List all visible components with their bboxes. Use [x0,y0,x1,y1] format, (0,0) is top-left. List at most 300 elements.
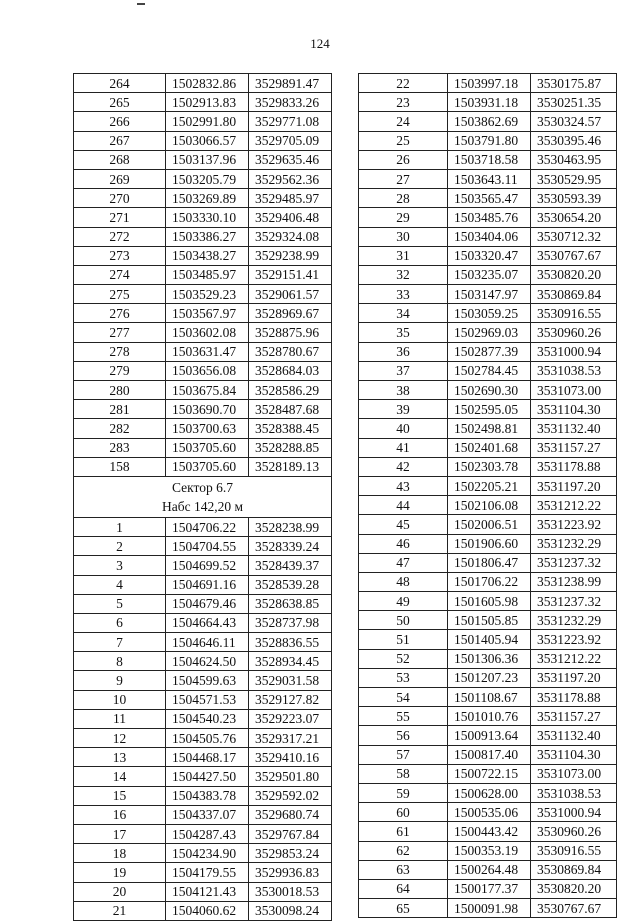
table-row [74,150,332,169]
point-number-cell: 273 [74,246,166,265]
x-coordinate-cell: 1501706.22 [448,572,531,591]
table-row [359,93,617,112]
y-coordinate-cell: 3529680.74 [249,805,332,824]
y-coordinate-cell: 3531223.92 [531,630,617,649]
table-row [359,74,617,93]
point-number-cell: 278 [74,342,166,361]
x-coordinate-cell: 1502969.03 [448,323,531,342]
point-number-cell: 40 [359,419,448,438]
x-coordinate-cell: 1503631.47 [166,342,249,361]
table-row [74,93,332,112]
table-row [359,592,617,611]
table-row [359,879,617,898]
table-row [74,419,332,438]
table-row [359,572,617,591]
y-coordinate-cell: 3528836.55 [249,633,332,652]
section-title: Сектор 6.7 [171,479,233,495]
point-number-cell: 34 [359,304,448,323]
y-coordinate-cell: 3531132.40 [531,419,617,438]
x-coordinate-cell: 1504505.76 [166,729,249,748]
y-coordinate-cell: 3531197.20 [531,476,617,495]
y-coordinate-cell: 3530251.35 [531,93,617,112]
table-row [359,131,617,150]
y-coordinate-cell: 3528934.45 [249,652,332,671]
y-coordinate-cell: 3529485.97 [249,189,332,208]
table-row [74,748,332,767]
y-coordinate-cell: 3529936.83 [249,863,332,882]
x-coordinate-cell: 1504179.55 [166,863,249,882]
table-row [359,246,617,265]
x-coordinate-cell: 1504699.52 [166,556,249,575]
y-coordinate-cell: 3528339.24 [249,537,332,556]
y-coordinate-cell: 3529767.84 [249,824,332,843]
y-coordinate-cell: 3531132.40 [531,726,617,745]
y-coordinate-cell: 3529127.82 [249,690,332,709]
table-row [359,189,617,208]
x-coordinate-cell: 1502498.81 [448,419,531,438]
table-row [74,786,332,805]
table-row [359,726,617,745]
x-coordinate-cell: 1503643.11 [448,169,531,188]
point-number-cell: 9 [74,671,166,690]
x-coordinate-cell: 1503705.60 [166,438,249,457]
y-coordinate-cell: 3530916.55 [531,841,617,860]
x-coordinate-cell: 1504427.50 [166,767,249,786]
x-coordinate-cell: 1503675.84 [166,381,249,400]
point-number-cell: 62 [359,841,448,860]
table-row [359,342,617,361]
y-coordinate-cell: 3530960.26 [531,323,617,342]
y-coordinate-cell: 3531038.53 [531,783,617,802]
y-coordinate-cell: 3530869.84 [531,285,617,304]
x-coordinate-cell: 1503235.07 [448,265,531,284]
table-row [359,419,617,438]
y-coordinate-cell: 3530869.84 [531,860,617,879]
point-number-cell: 267 [74,131,166,150]
y-coordinate-cell: 3531157.27 [531,707,617,726]
point-number-cell: 280 [74,381,166,400]
point-number-cell: 2 [74,537,166,556]
y-coordinate-cell: 3531073.00 [531,764,617,783]
point-number-cell: 279 [74,361,166,380]
table-row [74,652,332,671]
point-number-cell: 15 [74,786,166,805]
y-coordinate-cell: 3531238.99 [531,572,617,591]
point-number-cell: 269 [74,169,166,188]
point-number-cell: 50 [359,611,448,630]
y-coordinate-cell: 3529501.80 [249,767,332,786]
point-number-cell: 266 [74,112,166,131]
table-row [74,227,332,246]
point-number-cell: 8 [74,652,166,671]
y-coordinate-cell: 3530820.20 [531,265,617,284]
table-row [359,150,617,169]
y-coordinate-cell: 3530018.53 [249,882,332,901]
point-number-cell: 54 [359,688,448,707]
table-row [74,246,332,265]
section-heading [74,476,332,517]
x-coordinate-cell: 1504704.55 [166,537,249,556]
y-coordinate-cell: 3530654.20 [531,208,617,227]
table-row [74,361,332,380]
table-row [359,285,617,304]
table-row [359,860,617,879]
x-coordinate-cell: 1503602.08 [166,323,249,342]
x-coordinate-cell: 1503404.06 [448,227,531,246]
table-row [359,688,617,707]
x-coordinate-cell: 1500264.48 [448,860,531,879]
point-number-cell: 18 [74,844,166,863]
x-coordinate-cell: 1504337.07 [166,805,249,824]
x-coordinate-cell: 1503386.27 [166,227,249,246]
x-coordinate-cell: 1502401.68 [448,438,531,457]
table-row [359,764,617,783]
y-coordinate-cell: 3529853.24 [249,844,332,863]
x-coordinate-cell: 1502106.08 [448,496,531,515]
y-coordinate-cell: 3528638.85 [249,594,332,613]
x-coordinate-cell: 1500353.19 [448,841,531,860]
point-number-cell: 39 [359,400,448,419]
y-coordinate-cell: 3531104.30 [531,745,617,764]
y-coordinate-cell: 3529317.21 [249,729,332,748]
x-coordinate-cell: 1501207.23 [448,668,531,687]
table-row [74,381,332,400]
point-number-cell: 36 [359,342,448,361]
x-coordinate-cell: 1500817.40 [448,745,531,764]
table-row [74,805,332,824]
point-number-cell: 33 [359,285,448,304]
table-row [74,556,332,575]
y-coordinate-cell: 3530712.32 [531,227,617,246]
y-coordinate-cell: 3531073.00 [531,381,617,400]
left-coordinates-table [73,73,332,921]
x-coordinate-cell: 1500628.00 [448,783,531,802]
x-coordinate-cell: 1500443.42 [448,822,531,841]
point-number-cell: 283 [74,438,166,457]
y-coordinate-cell: 3529406.48 [249,208,332,227]
x-coordinate-cell: 1504468.17 [166,748,249,767]
x-coordinate-cell: 1501505.85 [448,611,531,630]
table-row [359,169,617,188]
right-coordinates-table [358,73,617,918]
table-row [359,476,617,495]
x-coordinate-cell: 1503137.96 [166,150,249,169]
point-number-cell: 55 [359,707,448,726]
point-number-cell: 26 [359,150,448,169]
section-subtitle: Набс 142,20 м [161,498,244,514]
point-number-cell: 44 [359,496,448,515]
page-number: 124 [310,36,330,51]
x-coordinate-cell: 1503705.60 [166,457,249,476]
y-coordinate-cell: 3528388.45 [249,419,332,438]
y-coordinate-cell: 3531212.22 [531,649,617,668]
point-number-cell: 20 [74,882,166,901]
right-table-rows [359,74,617,918]
x-coordinate-cell: 1503330.10 [166,208,249,227]
y-coordinate-cell: 3531237.32 [531,592,617,611]
point-number-cell: 11 [74,709,166,728]
x-coordinate-cell: 1503700.63 [166,419,249,438]
x-coordinate-cell: 1502006.51 [448,515,531,534]
x-coordinate-cell: 1504287.43 [166,824,249,843]
y-coordinate-cell: 3531000.94 [531,803,617,822]
table-row [74,131,332,150]
x-coordinate-cell: 1504383.78 [166,786,249,805]
point-number-cell: 282 [74,419,166,438]
table-row [74,457,332,476]
table-row [74,863,332,882]
table-row [74,323,332,342]
y-coordinate-cell: 3529410.16 [249,748,332,767]
y-coordinate-cell: 3531038.53 [531,361,617,380]
table-row [359,208,617,227]
point-number-cell: 265 [74,93,166,112]
point-number-cell: 48 [359,572,448,591]
point-number-cell: 28 [359,189,448,208]
y-coordinate-cell: 3531232.29 [531,611,617,630]
point-number-cell: 14 [74,767,166,786]
y-coordinate-cell: 3528684.03 [249,361,332,380]
y-coordinate-cell: 3529891.47 [249,74,332,93]
table-row [74,575,332,594]
x-coordinate-cell: 1503997.18 [448,74,531,93]
point-number-cell: 60 [359,803,448,822]
y-coordinate-cell: 3531223.92 [531,515,617,534]
y-coordinate-cell: 3529061.57 [249,285,332,304]
y-coordinate-cell: 3530593.39 [531,189,617,208]
table-row [74,74,332,93]
table-row [74,824,332,843]
point-number-cell: 27 [359,169,448,188]
point-number-cell: 43 [359,476,448,495]
table-row [359,534,617,553]
point-number-cell: 49 [359,592,448,611]
y-coordinate-cell: 3531104.30 [531,400,617,419]
x-coordinate-cell: 1502832.86 [166,74,249,93]
left-table-lower-rows [74,517,332,920]
point-number-cell: 272 [74,227,166,246]
table-row [74,690,332,709]
point-number-cell: 3 [74,556,166,575]
x-coordinate-cell: 1503690.70 [166,400,249,419]
point-number-cell: 275 [74,285,166,304]
table-row [359,323,617,342]
table-row [359,361,617,380]
y-coordinate-cell: 3529223.07 [249,709,332,728]
x-coordinate-cell: 1503269.89 [166,189,249,208]
x-coordinate-cell: 1503565.47 [448,189,531,208]
table-row [359,803,617,822]
table-row [359,496,617,515]
table-row [74,671,332,690]
point-number-cell: 37 [359,361,448,380]
x-coordinate-cell: 1501405.94 [448,630,531,649]
x-coordinate-cell: 1503529.23 [166,285,249,304]
point-number-cell: 6 [74,613,166,632]
table-row [74,112,332,131]
x-coordinate-cell: 1500913.64 [448,726,531,745]
table-row [74,594,332,613]
point-number-cell: 61 [359,822,448,841]
y-coordinate-cell: 3531178.88 [531,457,617,476]
point-number-cell: 277 [74,323,166,342]
x-coordinate-cell: 1501605.98 [448,592,531,611]
y-coordinate-cell: 3529635.46 [249,150,332,169]
y-coordinate-cell: 3530175.87 [531,74,617,93]
table-row [74,342,332,361]
point-number-cell: 56 [359,726,448,745]
point-number-cell: 46 [359,534,448,553]
x-coordinate-cell: 1504679.46 [166,594,249,613]
point-number-cell: 24 [359,112,448,131]
table-row [359,265,617,284]
x-coordinate-cell: 1501306.36 [448,649,531,668]
y-coordinate-cell: 3530463.95 [531,150,617,169]
left-table-upper-rows [74,74,332,477]
y-coordinate-cell: 3528439.37 [249,556,332,575]
point-number-cell: 17 [74,824,166,843]
x-coordinate-cell: 1504234.90 [166,844,249,863]
point-number-cell: 264 [74,74,166,93]
point-number-cell: 7 [74,633,166,652]
table-row [74,517,332,536]
x-coordinate-cell: 1504121.43 [166,882,249,901]
y-coordinate-cell: 3528288.85 [249,438,332,457]
x-coordinate-cell: 1501906.60 [448,534,531,553]
point-number-cell: 281 [74,400,166,419]
table-row [359,611,617,630]
table-row [74,901,332,920]
y-coordinate-cell: 3529238.99 [249,246,332,265]
y-coordinate-cell: 3530098.24 [249,901,332,920]
x-coordinate-cell: 1504060.62 [166,901,249,920]
x-coordinate-cell: 1502991.80 [166,112,249,131]
point-number-cell: 158 [74,457,166,476]
y-coordinate-cell: 3528737.98 [249,613,332,632]
y-coordinate-cell: 3528189.13 [249,457,332,476]
y-coordinate-cell: 3529151.41 [249,265,332,284]
table-row [359,381,617,400]
table-row [359,438,617,457]
y-coordinate-cell: 3531212.22 [531,496,617,515]
point-number-cell: 21 [74,901,166,920]
table-row [74,709,332,728]
y-coordinate-cell: 3530820.20 [531,879,617,898]
point-number-cell: 5 [74,594,166,613]
x-coordinate-cell: 1503205.79 [166,169,249,188]
table-row [359,227,617,246]
point-number-cell: 30 [359,227,448,246]
point-number-cell: 1 [74,517,166,536]
x-coordinate-cell: 1504624.50 [166,652,249,671]
point-number-cell: 274 [74,265,166,284]
y-coordinate-cell: 3529324.08 [249,227,332,246]
x-coordinate-cell: 1504540.23 [166,709,249,728]
table-row [74,633,332,652]
y-coordinate-cell: 3530916.55 [531,304,617,323]
point-number-cell: 271 [74,208,166,227]
table-row [359,707,617,726]
point-number-cell: 31 [359,246,448,265]
x-coordinate-cell: 1502205.21 [448,476,531,495]
table-row [359,630,617,649]
y-coordinate-cell: 3531237.32 [531,553,617,572]
point-number-cell: 270 [74,189,166,208]
table-row [359,304,617,323]
table-row [74,844,332,863]
y-coordinate-cell: 3530529.95 [531,169,617,188]
point-number-cell: 276 [74,304,166,323]
table-row [359,400,617,419]
y-coordinate-cell: 3529833.26 [249,93,332,112]
y-coordinate-cell: 3528586.29 [249,381,332,400]
table-row [359,745,617,764]
point-number-cell: 59 [359,783,448,802]
point-number-cell: 35 [359,323,448,342]
x-coordinate-cell: 1503567.97 [166,304,249,323]
table-row [359,668,617,687]
x-coordinate-cell: 1502303.78 [448,457,531,476]
point-number-cell: 23 [359,93,448,112]
x-coordinate-cell: 1504646.11 [166,633,249,652]
x-coordinate-cell: 1503438.27 [166,246,249,265]
x-coordinate-cell: 1503485.97 [166,265,249,284]
x-coordinate-cell: 1504599.63 [166,671,249,690]
x-coordinate-cell: 1503066.57 [166,131,249,150]
point-number-cell: 10 [74,690,166,709]
y-coordinate-cell: 3530960.26 [531,822,617,841]
table-row [359,457,617,476]
x-coordinate-cell: 1503485.76 [448,208,531,227]
point-number-cell: 4 [74,575,166,594]
table-row [74,729,332,748]
table-row [74,537,332,556]
x-coordinate-cell: 1503718.58 [448,150,531,169]
point-number-cell: 65 [359,899,448,918]
table-row [74,189,332,208]
x-coordinate-cell: 1503320.47 [448,246,531,265]
y-coordinate-cell: 3529592.02 [249,786,332,805]
x-coordinate-cell: 1504664.43 [166,613,249,632]
point-number-cell: 41 [359,438,448,457]
table-row [359,515,617,534]
table-row [74,400,332,419]
point-number-cell: 58 [359,764,448,783]
y-coordinate-cell: 3531197.20 [531,668,617,687]
table-row [359,783,617,802]
point-number-cell: 52 [359,649,448,668]
y-coordinate-cell: 3531232.29 [531,534,617,553]
point-number-cell: 32 [359,265,448,284]
x-coordinate-cell: 1504571.53 [166,690,249,709]
y-coordinate-cell: 3529031.58 [249,671,332,690]
point-number-cell: 12 [74,729,166,748]
table-row [74,767,332,786]
y-coordinate-cell: 3529705.09 [249,131,332,150]
x-coordinate-cell: 1503791.80 [448,131,531,150]
point-number-cell: 268 [74,150,166,169]
y-coordinate-cell: 3530395.46 [531,131,617,150]
x-coordinate-cell: 1500722.15 [448,764,531,783]
x-coordinate-cell: 1504706.22 [166,517,249,536]
x-coordinate-cell: 1503656.08 [166,361,249,380]
table-row [359,841,617,860]
point-number-cell: 22 [359,74,448,93]
x-coordinate-cell: 1502595.05 [448,400,531,419]
y-coordinate-cell: 3529562.36 [249,169,332,188]
point-number-cell: 47 [359,553,448,572]
table-row [74,882,332,901]
